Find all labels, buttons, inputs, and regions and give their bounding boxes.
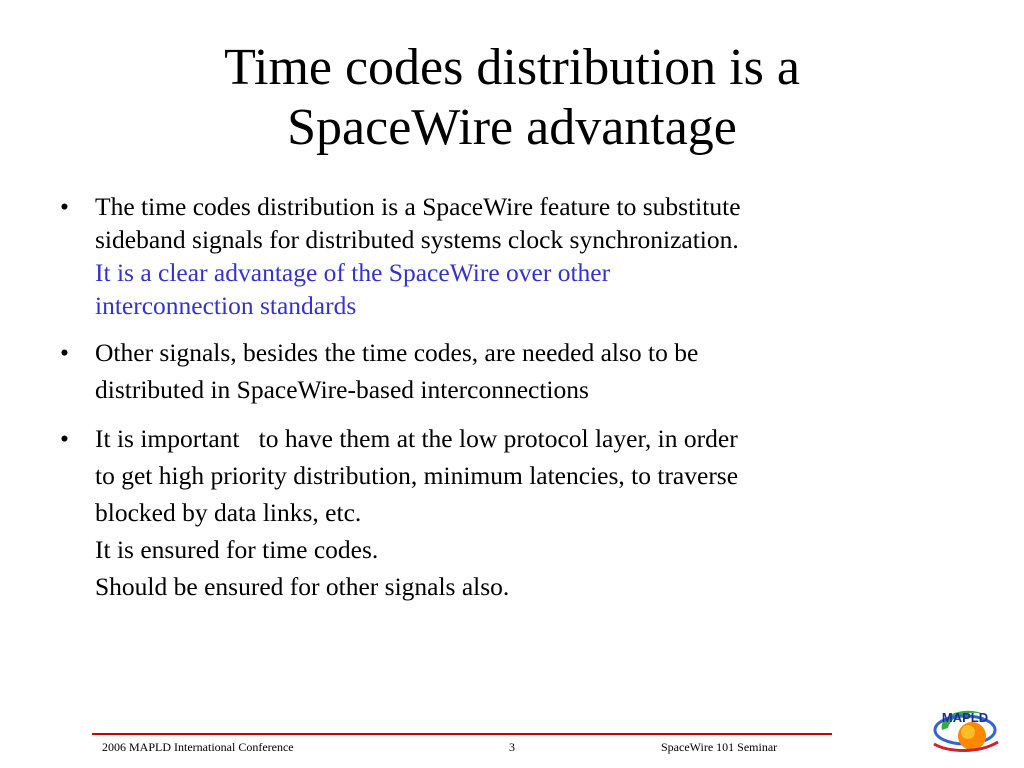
bullet-item-3 [60,420,980,605]
footer-rule [92,733,832,735]
bullet-1-line-2: sideband signals for distributed systems clock synchronization. [95,225,739,254]
bullet-3-line-2: to get high priority distribution, minimum latencies, to traverse [95,461,739,490]
title-line-1: Time codes distribution is a [224,39,800,96]
mapld-logo-icon [928,700,1002,758]
bullet-item-1 [60,190,980,322]
bullet-3-line-3: blocked by data links, etc. [95,498,362,527]
footer-seminar: SpaceWire 101 Seminar [661,740,778,754]
title-line-2: SpaceWire advantage [287,99,737,156]
bullet-3-line-5: Should be ensured for other signals also. [95,572,510,601]
bullet-2-line-2: distributed in SpaceWire-based interconnections [95,375,589,404]
logo-text: MAPLD [941,710,989,725]
bullet-1-highlight-line-2: interconnection standards [95,291,357,320]
bullet-3-line-1: It is important to have them at the low protocol layer, in order [95,424,738,453]
bullet-marker: • [60,424,69,453]
bullet-3-line-4: It is ensured for time codes. [95,535,379,564]
bullet-marker: • [60,338,69,367]
footer-conference: 2006 MAPLD International Conference [102,740,294,754]
bullet-2-line-1: Other signals, besides the time codes, are needed also to be [95,338,699,367]
bullet-marker: • [60,192,69,221]
bullet-list [60,190,980,617]
slide-title [0,38,1024,158]
bullet-item-2 [60,334,980,408]
footer-page-number: 3 [509,740,515,754]
bullet-1-line-1: The time codes distribution is a SpaceWire feature to substitute [95,192,741,221]
bullet-1-highlight-line-1: It is a clear advantage of the SpaceWire over other [95,258,611,287]
